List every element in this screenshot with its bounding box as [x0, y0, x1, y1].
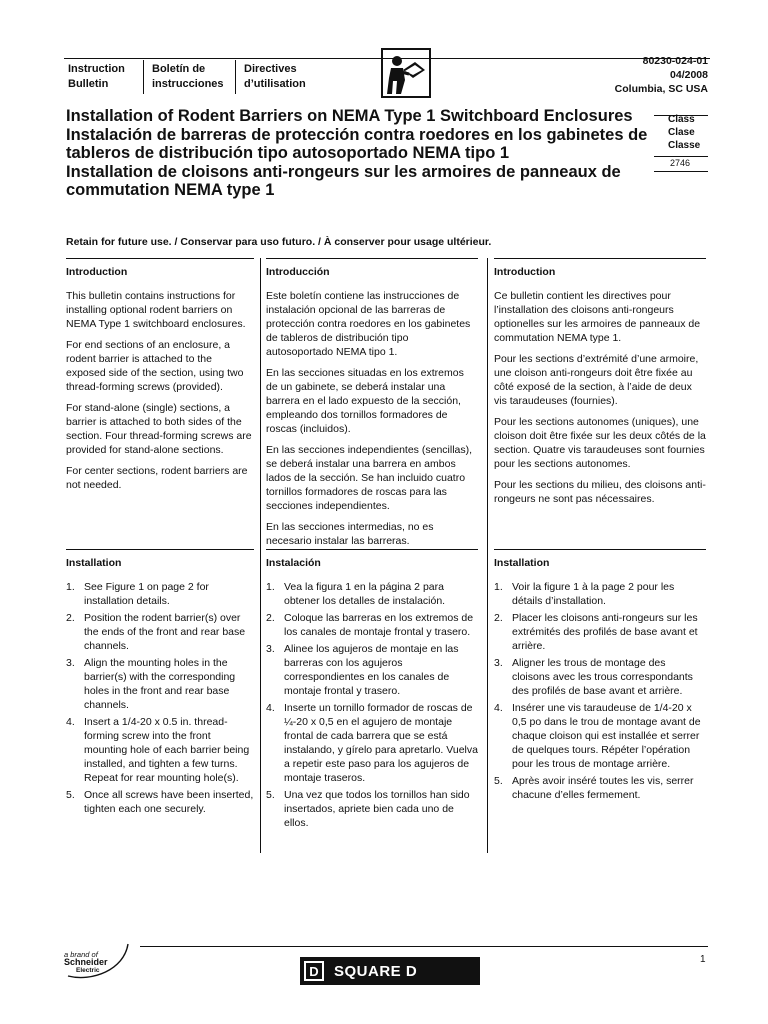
brand-name: Schneider — [64, 957, 108, 967]
intro-paragraph: For center sections, rodent barriers are not needed. — [66, 465, 248, 491]
intro-heading-en: Introduction — [66, 258, 254, 279]
footer-rule — [140, 946, 708, 947]
install-step — [494, 580, 706, 608]
brand-sub: Electric — [76, 967, 100, 974]
retain-notice: Retain for future use. / Conservar para uso futuro. / À conserver pour usage ultérieur. — [66, 236, 492, 248]
install-steps-es — [266, 580, 478, 830]
intro-heading-fr: Introduction — [494, 258, 706, 279]
install-section-es — [266, 549, 478, 830]
install-section-fr — [494, 549, 706, 802]
intro-heading-es: Introducción — [266, 258, 478, 279]
document-info — [615, 54, 708, 96]
step-number: 3. — [266, 643, 275, 655]
step-text: Voir la figure 1 à la page 2 pour les détails d’installation. — [512, 581, 675, 607]
header-label-es — [152, 62, 224, 92]
step-number: 1. — [494, 581, 503, 593]
brand-prefix: a brand of — [64, 950, 98, 959]
step-text: Align the mounting holes in the barrier(s) with the corresponding holes in the front and rear base channels. — [84, 657, 236, 711]
step-text: Alinee los agujeros de montaje en las barreras con los agujeros correspondientes en los canales de montaje frontal y trasero. — [284, 643, 459, 697]
install-step — [66, 580, 254, 608]
install-step — [266, 788, 478, 830]
title-es: Instalación de barreras de protección contra roedores en los gabinetes de tableros de distribución tipo autosoportado NEMA tipo 1 — [66, 126, 648, 162]
step-number: 4. — [66, 716, 75, 728]
header-label-es-line2: instrucciones — [152, 78, 224, 90]
intro-paragraph: En las secciones intermedias, no es necesario instalar las barreras. — [266, 521, 434, 547]
step-number: 5. — [494, 775, 503, 787]
class-label-fr: Classe — [668, 140, 701, 151]
install-step — [66, 715, 254, 785]
intro-paragraph: En las secciones independientes (sencillas), se deberá instalar una barrera en ambos lados de la sección. Se han incluido cuatro tornillos formadores de roscas para las secciones independientes. — [266, 444, 473, 512]
install-heading-es: Instalación — [266, 549, 478, 570]
step-text: Position the rodent barrier(s) over the ends of the front and rear base channels. — [84, 612, 246, 652]
class-box-rule — [654, 156, 708, 157]
install-step — [266, 701, 478, 785]
intro-paragraph: Pour les sections d’extrémité d’une armoire, une cloison anti-rongeurs doit être fixée au côté exposé de la section, à l’aide de deux vis taraudeuses (fournies). — [494, 353, 699, 407]
class-number: 2746 — [670, 158, 691, 168]
install-step — [494, 701, 706, 771]
install-step — [66, 611, 254, 653]
column-separator — [260, 258, 261, 853]
step-number: 4. — [494, 702, 503, 714]
document-date: 04/2008 — [670, 69, 708, 81]
header-separator — [235, 60, 236, 94]
step-number: 3. — [66, 657, 75, 669]
title-fr: Installation de cloisons anti-rongeurs sur les armoires de panneaux de commutation NEMA type 1 — [66, 163, 621, 199]
class-label-en: Class — [668, 114, 695, 125]
install-step — [66, 656, 254, 712]
header-label-fr-line1: Directives — [244, 63, 297, 75]
step-number: 5. — [266, 789, 275, 801]
class-box-rule-bottom — [654, 171, 708, 172]
install-step — [266, 642, 478, 698]
document-number: 80230-024-01 — [642, 55, 708, 67]
header-separator — [143, 60, 144, 94]
install-step — [66, 788, 254, 816]
class-box — [668, 113, 708, 152]
page-number: 1 — [700, 954, 706, 965]
install-step — [494, 774, 706, 802]
header-label-fr-line2: d’utilisation — [244, 78, 306, 90]
step-text: Insérer une vis taraudeuse de 1/4-20 x 0,5 po dans le trou de montage avant de chaque cloison qui est installée et serrer de quelques tours. Répéter l’opération pour les trous de montage arrière. — [512, 702, 701, 770]
install-step — [266, 611, 478, 639]
reading-person-icon — [381, 48, 431, 98]
intro-paragraph: For end sections of an enclosure, a rodent barrier is attached to the exposed side of the section, using two thread-forming screws (provided). — [66, 339, 244, 393]
install-step — [494, 656, 706, 698]
step-number: 2. — [494, 612, 503, 624]
step-text: Inserte un tornillo formador de roscas de ¼-20 x 0,5 en el agujero de montaje frontal de cada barrera que se está instalando, y gírelo para apretarlo. Vuelva a repetir este paso para los agujeros de montaje traseros. — [284, 702, 478, 784]
step-text: Aligner les trous de montage des cloisons avec les trous correspondants des profilés de base avant et arrière. — [512, 657, 693, 697]
title-block — [66, 107, 666, 200]
header-label-es-line1: Boletín de — [152, 63, 206, 75]
step-number: 2. — [66, 612, 75, 624]
document-location: Columbia, SC USA — [614, 83, 708, 95]
step-text: Una vez que todos los tornillos han sido insertados, apriete bien cada uno de ellos. — [284, 789, 470, 829]
square-d-logo — [300, 957, 480, 985]
header-label-fr — [244, 62, 306, 92]
step-number: 2. — [266, 612, 275, 624]
step-number: 5. — [66, 789, 75, 801]
intro-paragraph: Pour les sections du milieu, des cloisons anti-rongeurs ne sont pas nécessaires. — [494, 479, 706, 505]
install-step — [266, 580, 478, 608]
install-heading-en: Installation — [66, 549, 254, 570]
header-label-en-line2: Bulletin — [68, 78, 109, 90]
step-number: 4. — [266, 702, 275, 714]
step-number: 1. — [66, 581, 75, 593]
install-steps-en — [66, 580, 254, 816]
intro-section-es — [266, 258, 478, 555]
step-text: Vea la figura 1 en la página 2 para obtener los detalles de instalación. — [284, 581, 446, 607]
intro-section-fr — [494, 258, 706, 513]
install-step — [494, 611, 706, 653]
class-label-es: Clase — [668, 127, 695, 138]
step-text: Coloque las barreras en los extremos de los canales de montaje frontal y trasero. — [284, 612, 474, 638]
intro-paragraph: Ce bulletin contient les directives pour l’installation des cloisons anti-rongeurs optionelles sur les armoires de panneaux de commutation NEMA type 1. — [494, 290, 701, 344]
step-number: 1. — [266, 581, 275, 593]
step-text: See Figure 1 on page 2 for installation details. — [84, 581, 209, 607]
header-label-en — [68, 62, 125, 92]
step-text: Once all screws have been inserted, tighten each one securely. — [84, 789, 254, 815]
intro-paragraph: En las secciones situadas en los extremos de un gabinete, se deberá instalar una barrera en el lado expuesto de la sección, empleando dos tornillos formadores de roscas (incluidos). — [266, 367, 464, 435]
intro-paragraph: This bulletin contains instructions for installing optional rodent barriers on NEMA Type 1 switchboard enclosures. — [66, 290, 246, 330]
intro-section-en — [66, 258, 254, 499]
step-number: 3. — [494, 657, 503, 669]
intro-paragraph: Este boletín contiene las instrucciones de instalación opcional de las barreras de protección contra roedores en los gabinetes de tableros de distribución tipo autosoportado NEMA tipo 1. — [266, 290, 471, 358]
column-separator — [487, 258, 488, 853]
title-en: Installation of Rodent Barriers on NEMA Type 1 Switchboard Enclosures — [66, 107, 633, 125]
step-text: Après avoir inséré toutes les vis, serrer chacune d’elles fermement. — [512, 775, 694, 801]
install-heading-fr: Installation — [494, 549, 706, 570]
install-section-en — [66, 549, 254, 816]
step-text: Placer les cloisons anti-rongeurs sur les extrémités des profilés de base avant et arrière. — [512, 612, 698, 652]
square-d-box-icon: D — [304, 961, 324, 981]
step-text: Insert a 1/4-20 x 0.5 in. thread-forming screw into the front mounting hole of each barrier being installed, and tighten a few turns. Repeat for rear mounting hole(s). — [84, 716, 250, 784]
header-label-en-line1: Instruction — [68, 63, 125, 75]
intro-paragraph: For stand-alone (single) sections, a barrier is attached to both sides of the section. Four thread-forming screws are provided for stand-alone sections. — [66, 402, 252, 456]
install-steps-fr — [494, 580, 706, 802]
intro-paragraph: Pour les sections autonomes (uniques), une cloison doit être fixée sur les deux côtés de la section. Quatre vis taraudeuses sont fournies pour les sections autonomes. — [494, 416, 706, 470]
square-d-text: SQUARE D — [334, 962, 418, 980]
